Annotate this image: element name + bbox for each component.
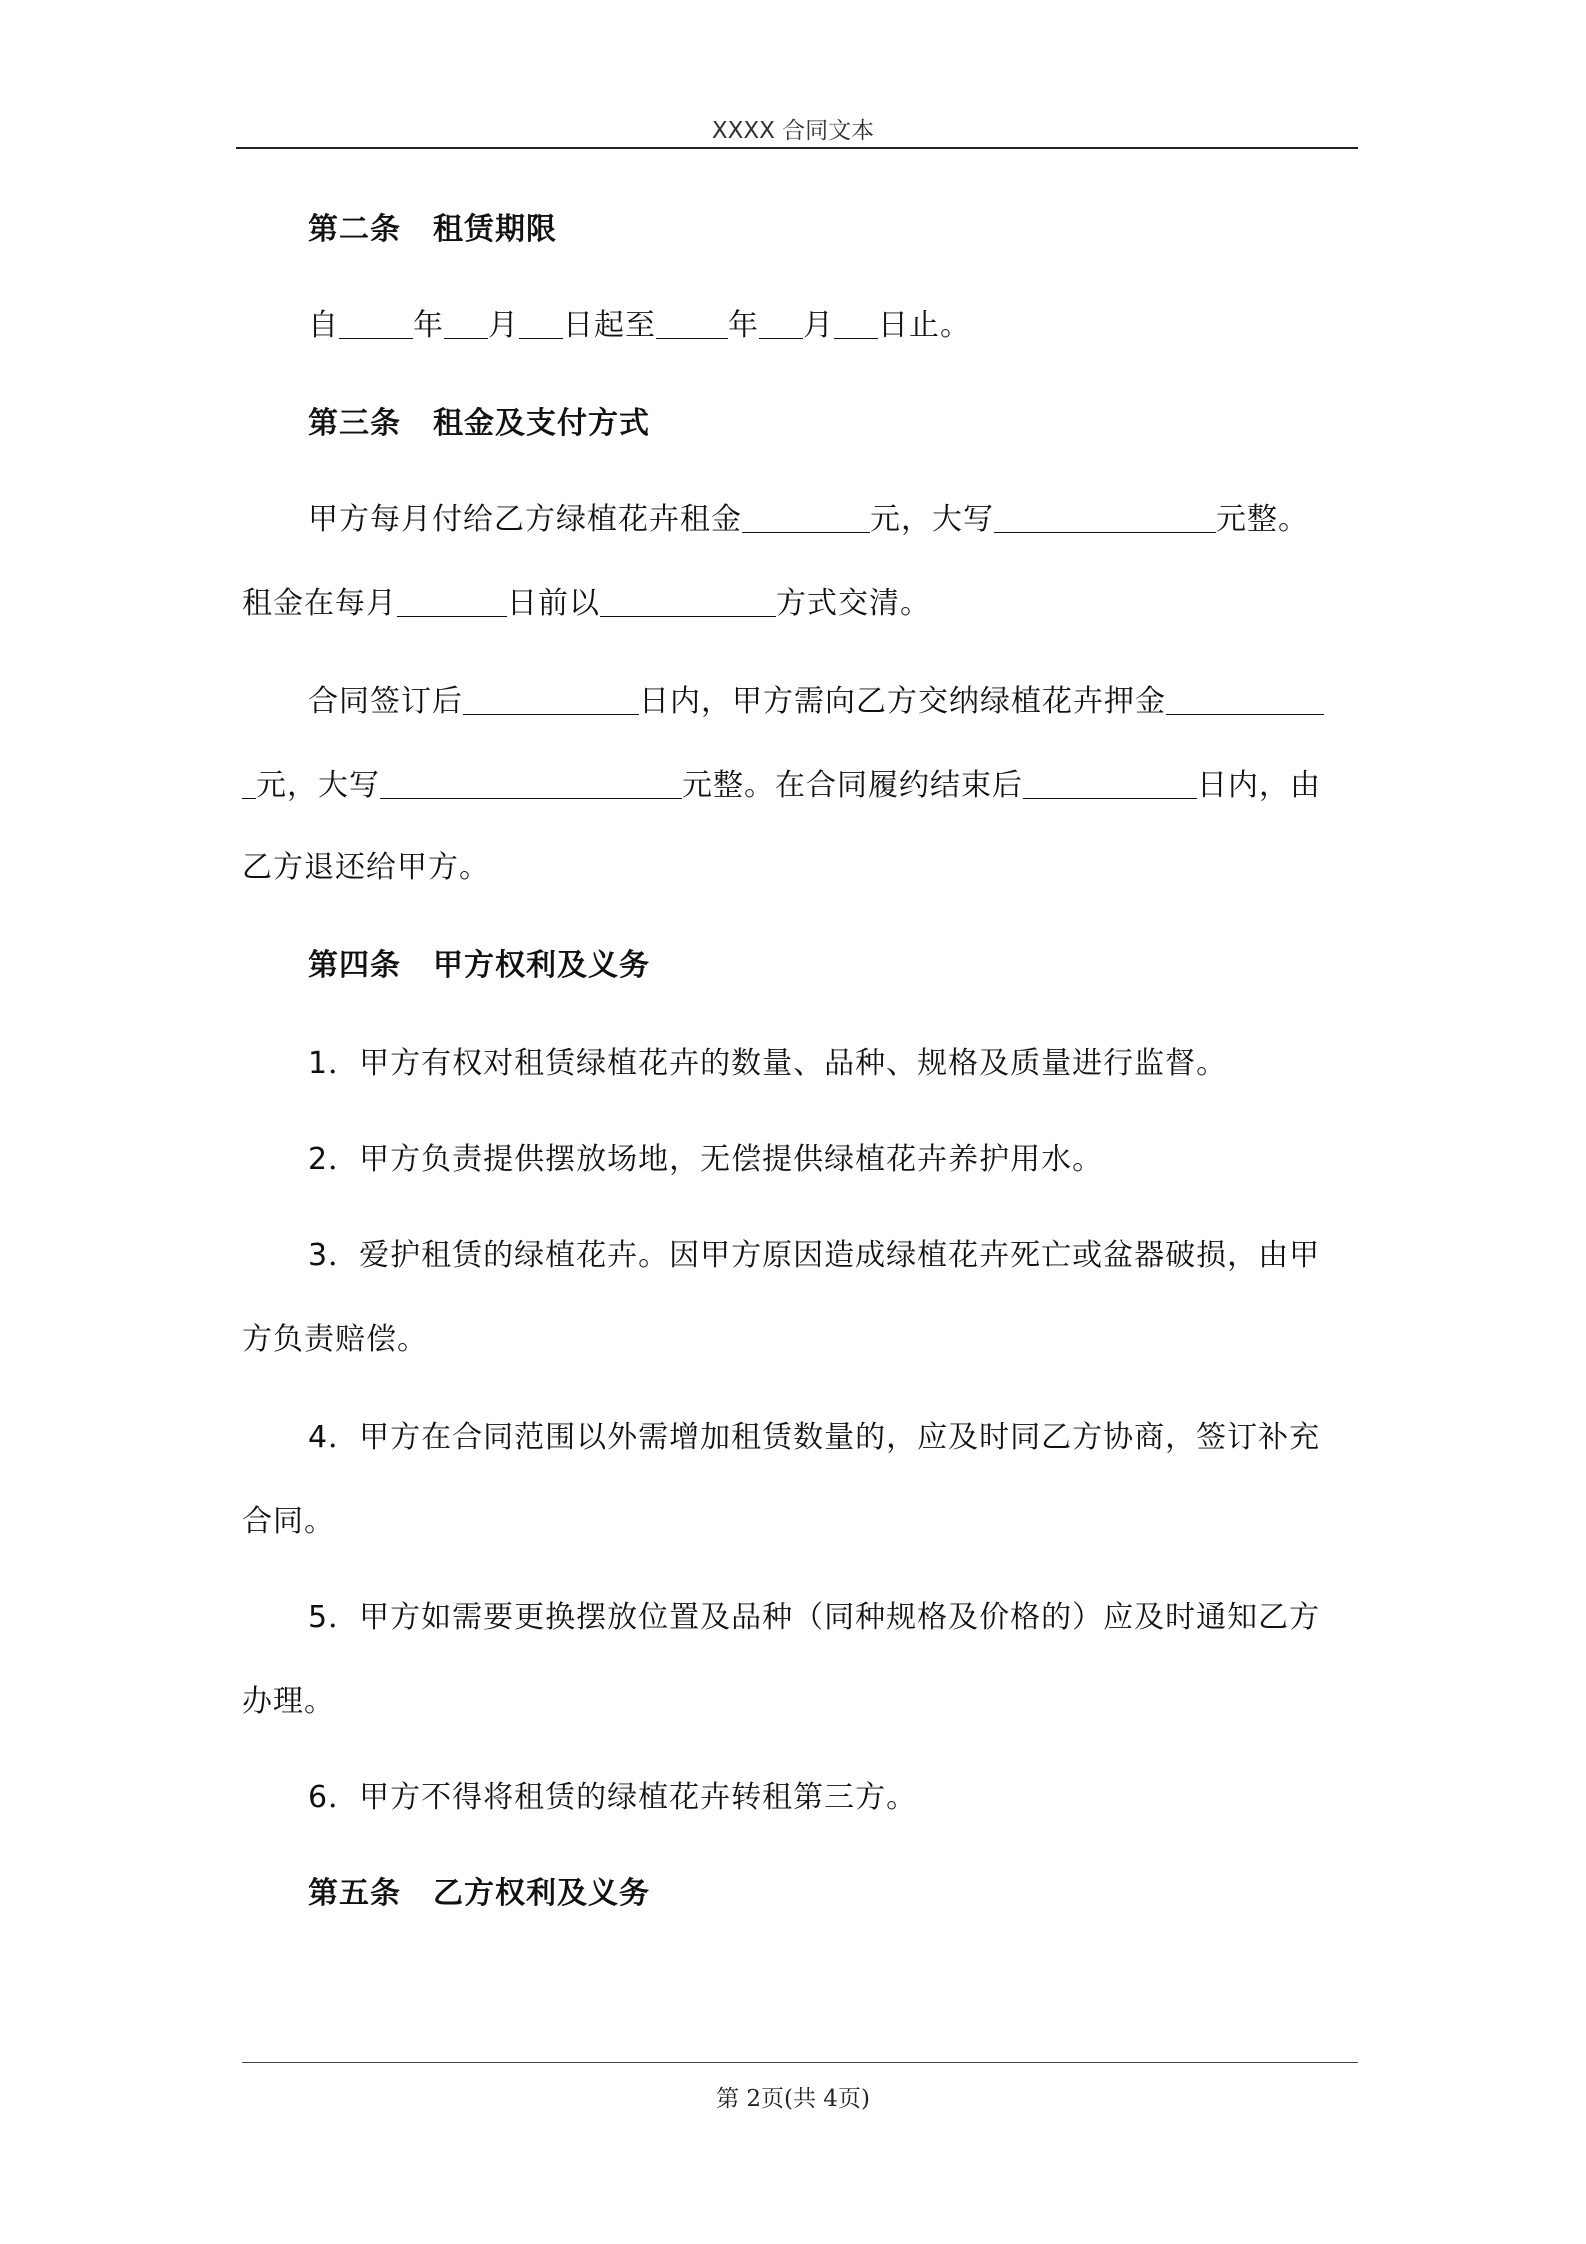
- deposit-text-f: 乙方退还给甲方。: [242, 850, 490, 885]
- blank-end-month[interactable]: [759, 308, 803, 339]
- term-month-1: 月: [488, 308, 519, 343]
- deposit-text-e: 日内，由: [1197, 768, 1321, 803]
- item-4-line-1: 4．甲方在合同范围以外需增加租赁数量的，应及时同乙方协商，签订补充: [308, 1420, 1321, 1455]
- item-1: 1．甲方有权对租赁绿植花卉的数量、品种、规格及质量进行监督。: [308, 1046, 1228, 1081]
- rent-text-c: 元整。: [1216, 502, 1309, 537]
- article-4-title: 甲方权利及义务: [433, 948, 650, 983]
- article-4-heading: [308, 946, 650, 986]
- item-5-line-1: 5．甲方如需要更换摆放位置及品种（同种规格及价格的）应及时通知乙方: [308, 1600, 1321, 1635]
- page-number: 第 2页(共 4页): [716, 2086, 870, 2112]
- deposit-line-3: [242, 848, 490, 888]
- term-year-1: 年: [413, 308, 444, 343]
- rent-line-2: [242, 584, 931, 624]
- item-5-line-2: 办理。: [242, 1684, 335, 1719]
- lease-term-line: [308, 306, 971, 346]
- rent-text-b: 元，大写: [870, 502, 994, 537]
- item-4-line-2: 合同。: [242, 1504, 335, 1539]
- item-3-line-2: 方负责赔偿。: [242, 1322, 428, 1357]
- article-5-number: 第五条: [308, 1876, 401, 1911]
- deposit-text-b: 日内，甲方需向乙方交纳绿植花卉押金: [639, 684, 1166, 719]
- deposit-line-2: [242, 766, 1321, 806]
- blank-rent-words[interactable]: [994, 502, 1216, 533]
- deposit-text-d: 元整。在合同履约结束后: [682, 768, 1023, 803]
- article-4-number: 第四条: [308, 948, 401, 983]
- article-2-heading: [308, 210, 557, 250]
- blank-refund-days[interactable]: [1023, 768, 1197, 799]
- deposit-text-a: 合同签订后: [308, 684, 463, 719]
- blank-start-year[interactable]: [339, 308, 413, 339]
- item-2: 2．甲方负责提供摆放场地，无偿提供绿植花卉养护用水。: [308, 1142, 1104, 1177]
- footer-rule: [242, 2062, 1358, 2063]
- term-month-2: 月: [803, 308, 834, 343]
- blank-deposit-words[interactable]: [380, 768, 682, 799]
- article-3-title: 租金及支付方式: [433, 406, 650, 441]
- header-rule: [236, 147, 1358, 149]
- blank-deposit-amount-tail[interactable]: [242, 768, 256, 799]
- blank-deposit-amount[interactable]: [1166, 684, 1324, 715]
- rent-text-a: 甲方每月付给乙方绿植花卉租金: [308, 502, 742, 537]
- term-from: 自: [308, 308, 339, 343]
- article-3-number: 第三条: [308, 406, 401, 441]
- blank-deposit-days[interactable]: [463, 684, 639, 715]
- rent-text-e: 日前以: [507, 586, 600, 621]
- blank-end-year[interactable]: [656, 308, 728, 339]
- term-day-end: 日止。: [878, 308, 971, 343]
- page-header-title: XXXX 合同文本: [711, 118, 875, 144]
- rent-text-f: 方式交清。: [776, 586, 931, 621]
- blank-payment-method[interactable]: [600, 586, 776, 617]
- rent-text-d: 租金在每月: [242, 586, 397, 621]
- rent-line-1: [308, 500, 1309, 540]
- item-3-line-1: 3．爱护租赁的绿植花卉。因甲方原因造成绿植花卉死亡或盆器破损，由甲: [308, 1238, 1321, 1273]
- blank-end-day[interactable]: [834, 308, 878, 339]
- item-6: 6．甲方不得将租赁的绿植花卉转租第三方。: [308, 1780, 918, 1815]
- term-day-to: 日起至: [563, 308, 656, 343]
- deposit-text-c: 元，大写: [256, 768, 380, 803]
- article-3-heading: [308, 404, 650, 444]
- blank-rent-amount[interactable]: [742, 502, 870, 533]
- term-year-2: 年: [728, 308, 759, 343]
- blank-start-day[interactable]: [519, 308, 563, 339]
- blank-start-month[interactable]: [444, 308, 488, 339]
- deposit-line-1: [308, 682, 1324, 722]
- blank-rent-day[interactable]: [397, 586, 507, 617]
- article-5-title: 乙方权利及义务: [433, 1876, 650, 1911]
- article-2-number: 第二条: [308, 212, 401, 247]
- article-2-title: 租赁期限: [433, 212, 557, 247]
- article-5-heading: [308, 1874, 650, 1914]
